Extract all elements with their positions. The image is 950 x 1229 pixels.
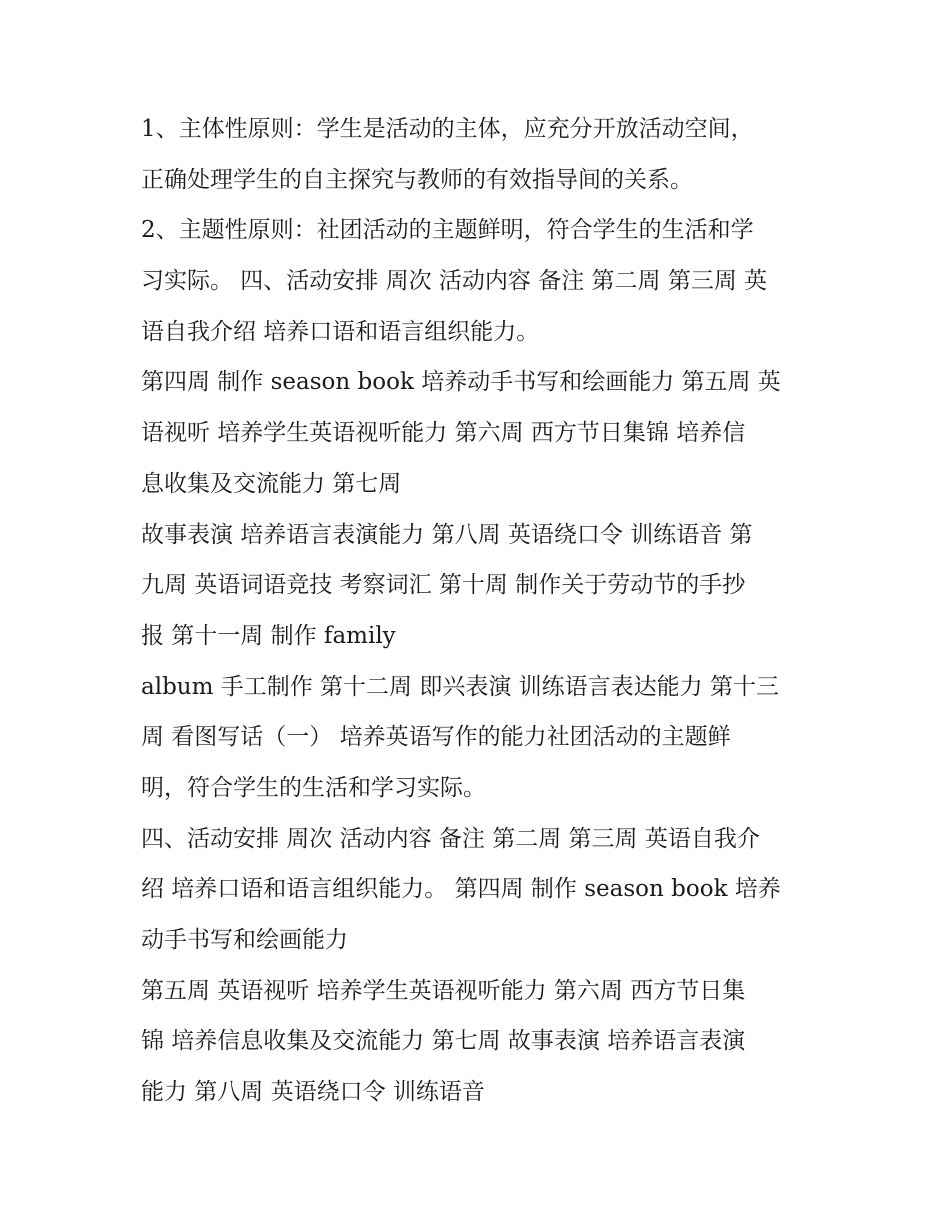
- text-line: 四、活动安排 周次 活动内容 备注 第二周 第三周 英语自我介: [141, 825, 760, 852]
- text-line: 报 第十一周 制作 family: [141, 622, 396, 649]
- text-line: 第五周 英语视听 培养学生英语视听能力 第六周 西方节日集: [141, 977, 746, 1004]
- text-line: 锦 培养信息收集及交流能力 第七周 故事表演 培养语言表演: [141, 1028, 746, 1055]
- text-line: 2、主题性原则：社团活动的主题鲜明，符合学生的生活和学: [141, 217, 754, 244]
- text-line: 息收集及交流能力 第七周: [141, 470, 402, 497]
- text-line: 1、主体性原则：学生是活动的主体，应充分开放活动空间，: [141, 116, 754, 142]
- text-line: 绍 培养口语和语言组织能力。 第四周 制作 season book 培养: [141, 876, 781, 903]
- text-line: 周 看图写话（一） 培养英语写作的能力社团活动的主题鲜: [141, 724, 731, 751]
- text-line: 正确处理学生的自主探究与教师的有效指导间的关系。: [141, 166, 693, 193]
- text-line: 语自我介绍 培养口语和语言组织能力。: [141, 318, 540, 345]
- text-line: 动手书写和绘画能力: [141, 927, 348, 953]
- text-line: 第四周 制作 season book 培养动手书写和绘画能力 第五周 英: [141, 369, 781, 396]
- text-line: 能力 第八周 英语绕口令 训练语音: [141, 1079, 485, 1106]
- document-body: [141, 104, 821, 1118]
- text-line: 故事表演 培养语言表演能力 第八周 英语绕口令 训练语音 第: [141, 521, 753, 548]
- text-line: 明，符合学生的生活和学习实际。: [141, 774, 486, 801]
- text-line: album 手工制作 第十二周 即兴表演 训练语言表达能力 第十三: [141, 673, 779, 700]
- text-line: 语视听 培养学生英语视听能力 第六周 西方节日集锦 培养信: [141, 420, 746, 447]
- text-line: 习实际。 四、活动安排 周次 活动内容 备注 第二周 第三周 英: [141, 268, 768, 295]
- text-line: 九周 英语词语竞技 考察词汇 第十周 制作关于劳动节的手抄: [141, 572, 746, 599]
